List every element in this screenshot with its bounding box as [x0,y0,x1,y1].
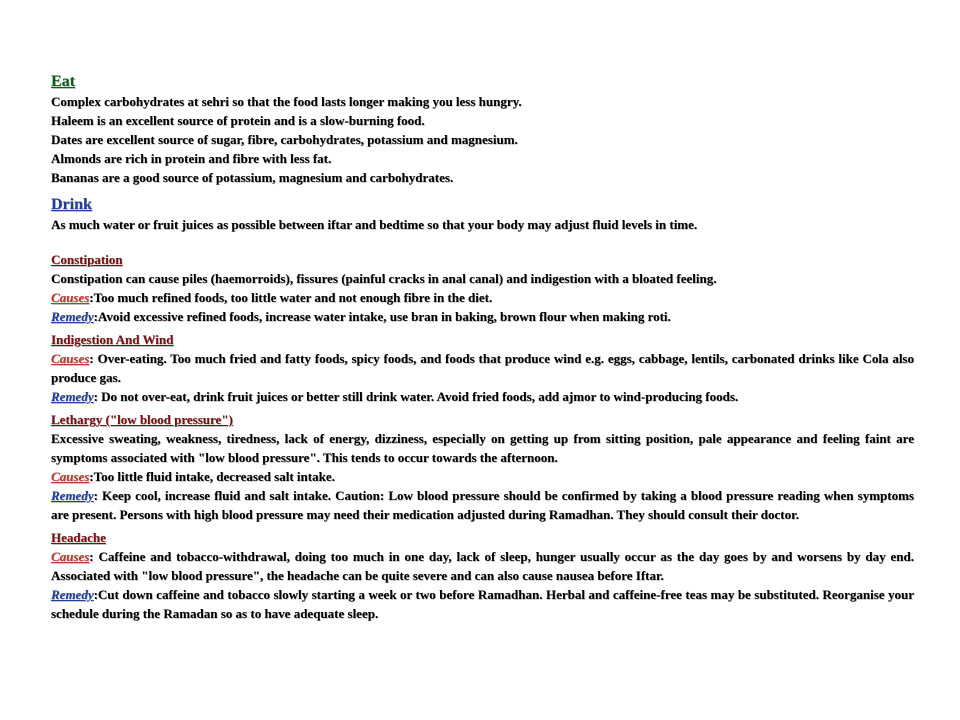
drink-section [51,195,914,234]
indigestion-causes [51,349,914,387]
lethargy-heading: Lethargy ("low blood pressure") [51,412,233,427]
lethargy-remedy [51,486,914,524]
headache-heading: Headache [51,530,106,545]
drink-text: As much water or fruit juices as possible between iftar and bedtime so that your body may adjust fluid levels in time. [51,217,698,232]
headache-remedy [51,585,914,623]
eat-line: Dates are excellent source of sugar, fibre, carbohydrates, potassium and magnesium. [51,132,518,147]
remedy-label: Remedy [51,587,94,602]
lethargy-causes [51,467,914,486]
headache-causes [51,547,914,585]
constipation-causes [51,288,914,307]
headache-section [51,529,914,623]
constipation-heading: Constipation [51,252,123,267]
indigestion-remedy [51,387,914,406]
causes-label: Causes [51,351,90,366]
remedy-text: :Avoid excessive refined foods, increase water intake, use bran in baking, brown flour when making roti. [93,309,671,324]
lethargy-section [51,411,914,524]
drink-heading: Drink [51,196,92,213]
eat-line: Almonds are rich in protein and fibre with less fat. [51,151,332,166]
causes-text: :Too much refined foods, too little water and not enough fibre in the diet. [89,290,493,305]
eat-section [51,72,914,187]
remedy-text: : Do not over-eat, drink fruit juices or better still drink water. Avoid fried foods, add ajmor to wind-producing foods. [93,389,739,404]
lethargy-text: Excessive sweating, weakness, tiredness, lack of energy, dizziness, especially on getting up from sitting position, pale appearance and feeling faint are symptoms associated with "low blood pressure". This tends to occur towards the afternoon. [51,431,914,465]
remedy-label: Remedy [51,389,94,404]
remedy-text: :Cut down caffeine and tobacco slowly starting a week or two before Ramadhan. Herbal and caffeine-free teas may be substituted. Reorganise your schedule during the Ramadan so as to have adequate sleep. [51,587,914,621]
causes-text: : Caffeine and tobacco-withdrawal, doing too much in one day, lack of sleep, hunger usually occur as the day goes by and worsens by day end. Associated with "low blood pressure", the headache can be quite severe and can also cause nausea before Iftar. [51,549,914,583]
causes-label: Causes [51,549,90,564]
eat-heading: Eat [51,73,75,90]
causes-text: : Over-eating. Too much fried and fatty foods, spicy foods, and foods that produce wind e.g. eggs, cabbage, lentils, carbonated drinks like Cola also produce gas. [51,351,914,385]
remedy-label: Remedy [51,309,94,324]
eat-line: Complex carbohydrates at sehri so that the food lasts longer making you less hungry. [51,94,522,109]
indigestion-heading: Indigestion And Wind [51,332,174,347]
remedy-text: : Keep cool, increase fluid and salt intake. Caution: Low blood pressure should be confirmed by taking a blood pressure reading when symptoms are present. Persons with high blood pressure may need their medication adjusted during Ramadhan. They should consult their doctor. [51,488,914,522]
causes-label: Causes [51,469,90,484]
constipation-remedy [51,307,914,326]
remedy-label: Remedy [51,488,94,503]
causes-text: :Too little fluid intake, decreased salt intake. [89,469,335,484]
causes-label: Causes [51,290,90,305]
indigestion-section [51,331,914,406]
constipation-section [51,251,914,326]
eat-line: Haleem is an excellent source of protein and is a slow-burning food. [51,113,425,128]
constipation-text: Constipation can cause piles (haemorroids), fissures (painful cracks in anal canal) and indigestion with a bloated feeling. [51,271,717,286]
eat-line: Bananas are a good source of potassium, magnesium and carbohydrates. [51,170,454,185]
